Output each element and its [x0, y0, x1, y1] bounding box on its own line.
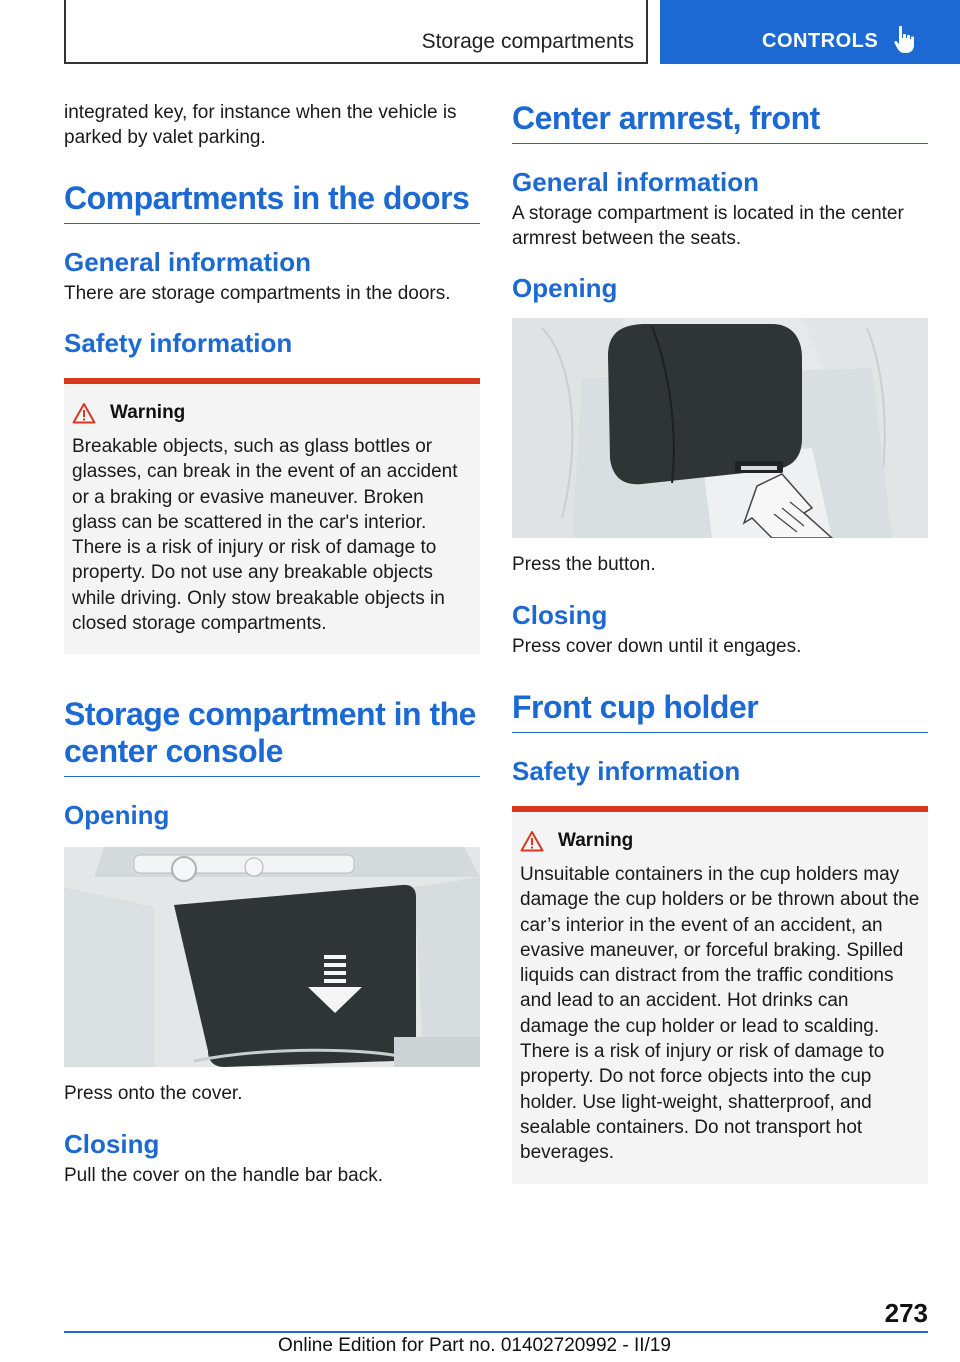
armrest-illustration — [512, 318, 928, 538]
chapter-name: CONTROLS — [762, 30, 879, 52]
section-tab — [64, 0, 648, 64]
page-number: 273 — [884, 1298, 928, 1328]
doors-general-heading: General information — [64, 247, 312, 277]
console-opening-heading: Opening — [64, 800, 170, 831]
armrest-general-text: A storage compartment is located in the center armrest between the seats. — [512, 203, 904, 249]
cupholder-safety-heading: Safety information — [512, 756, 741, 786]
console-figure — [64, 847, 480, 1067]
doors-general-text: There are storage compartments in the doors. — [64, 283, 451, 304]
armrest-title: Center armrest, front — [512, 100, 928, 144]
edition-text: Online Edition for Part no. 01402720992 - II/19 — [278, 1335, 671, 1356]
warning-text: Unsuitable containers in the cup holders may damage the cup holders or be thrown about the car’s interior in the event of an accident, an evasive maneuver, or forceful braking. Spilled liquids can distract from the traffic conditions and lead to an accident. Hot drinks can damage the cup holder or lead to scalding. There is a risk of injury or risk of damage to property. Do not force objects into the cup holder. Use light-weight, shatterproof, and sealable containers. Do not transport hot beverages. — [520, 864, 920, 1164]
chapter-tab[interactable] — [660, 0, 960, 64]
console-opening-text: Press onto the cover. — [64, 1083, 243, 1105]
armrest-opening-text: Press the button. — [512, 554, 656, 575]
pointing-hand-icon — [893, 24, 919, 54]
section-name: Storage compartments — [421, 30, 634, 53]
armrest-figure — [512, 318, 928, 538]
warning-triangle-icon — [520, 830, 544, 852]
armrest-general-heading: General information — [512, 167, 760, 197]
cupholder-title: Front cup holder — [512, 689, 928, 733]
console-illustration — [64, 847, 480, 1067]
armrest-closing-text: Press cover down until it engages. — [512, 636, 802, 657]
warning-label: Warning — [558, 830, 634, 851]
page-header — [0, 0, 960, 66]
right-column — [512, 100, 928, 1184]
left-column — [64, 100, 480, 1188]
warning-label: Warning — [110, 402, 186, 423]
doors-title: Compartments in the doors — [64, 180, 480, 224]
intro-text: integrated key, for instance when the vehicle is parked by valet parking. — [64, 102, 457, 148]
console-closing-text: Pull the cover on the handle bar back. — [64, 1165, 383, 1187]
warning-header — [72, 402, 472, 424]
warning-header — [520, 830, 920, 852]
cupholder-warning-box — [512, 806, 928, 1184]
warning-text: Breakable objects, such as glass bottles or glasses, can break in the event of an accident or a braking or evasive maneuver. Broken glass can be scattered in the car's interior. There is a risk of injury or risk of damage to property. Do not use any breakable objects while driving. Only stow breakable objects in closed storage compartments. — [72, 436, 458, 635]
doors-warning-box — [64, 378, 480, 654]
console-closing-heading: Closing — [64, 1129, 160, 1160]
armrest-closing-heading: Closing — [512, 600, 608, 630]
armrest-opening-heading: Opening — [512, 273, 618, 303]
console-title: Storage compartment in the center console — [64, 696, 480, 777]
footer-rule — [64, 1331, 928, 1333]
warning-triangle-icon — [72, 402, 96, 424]
doors-safety-heading: Safety information — [64, 328, 293, 358]
